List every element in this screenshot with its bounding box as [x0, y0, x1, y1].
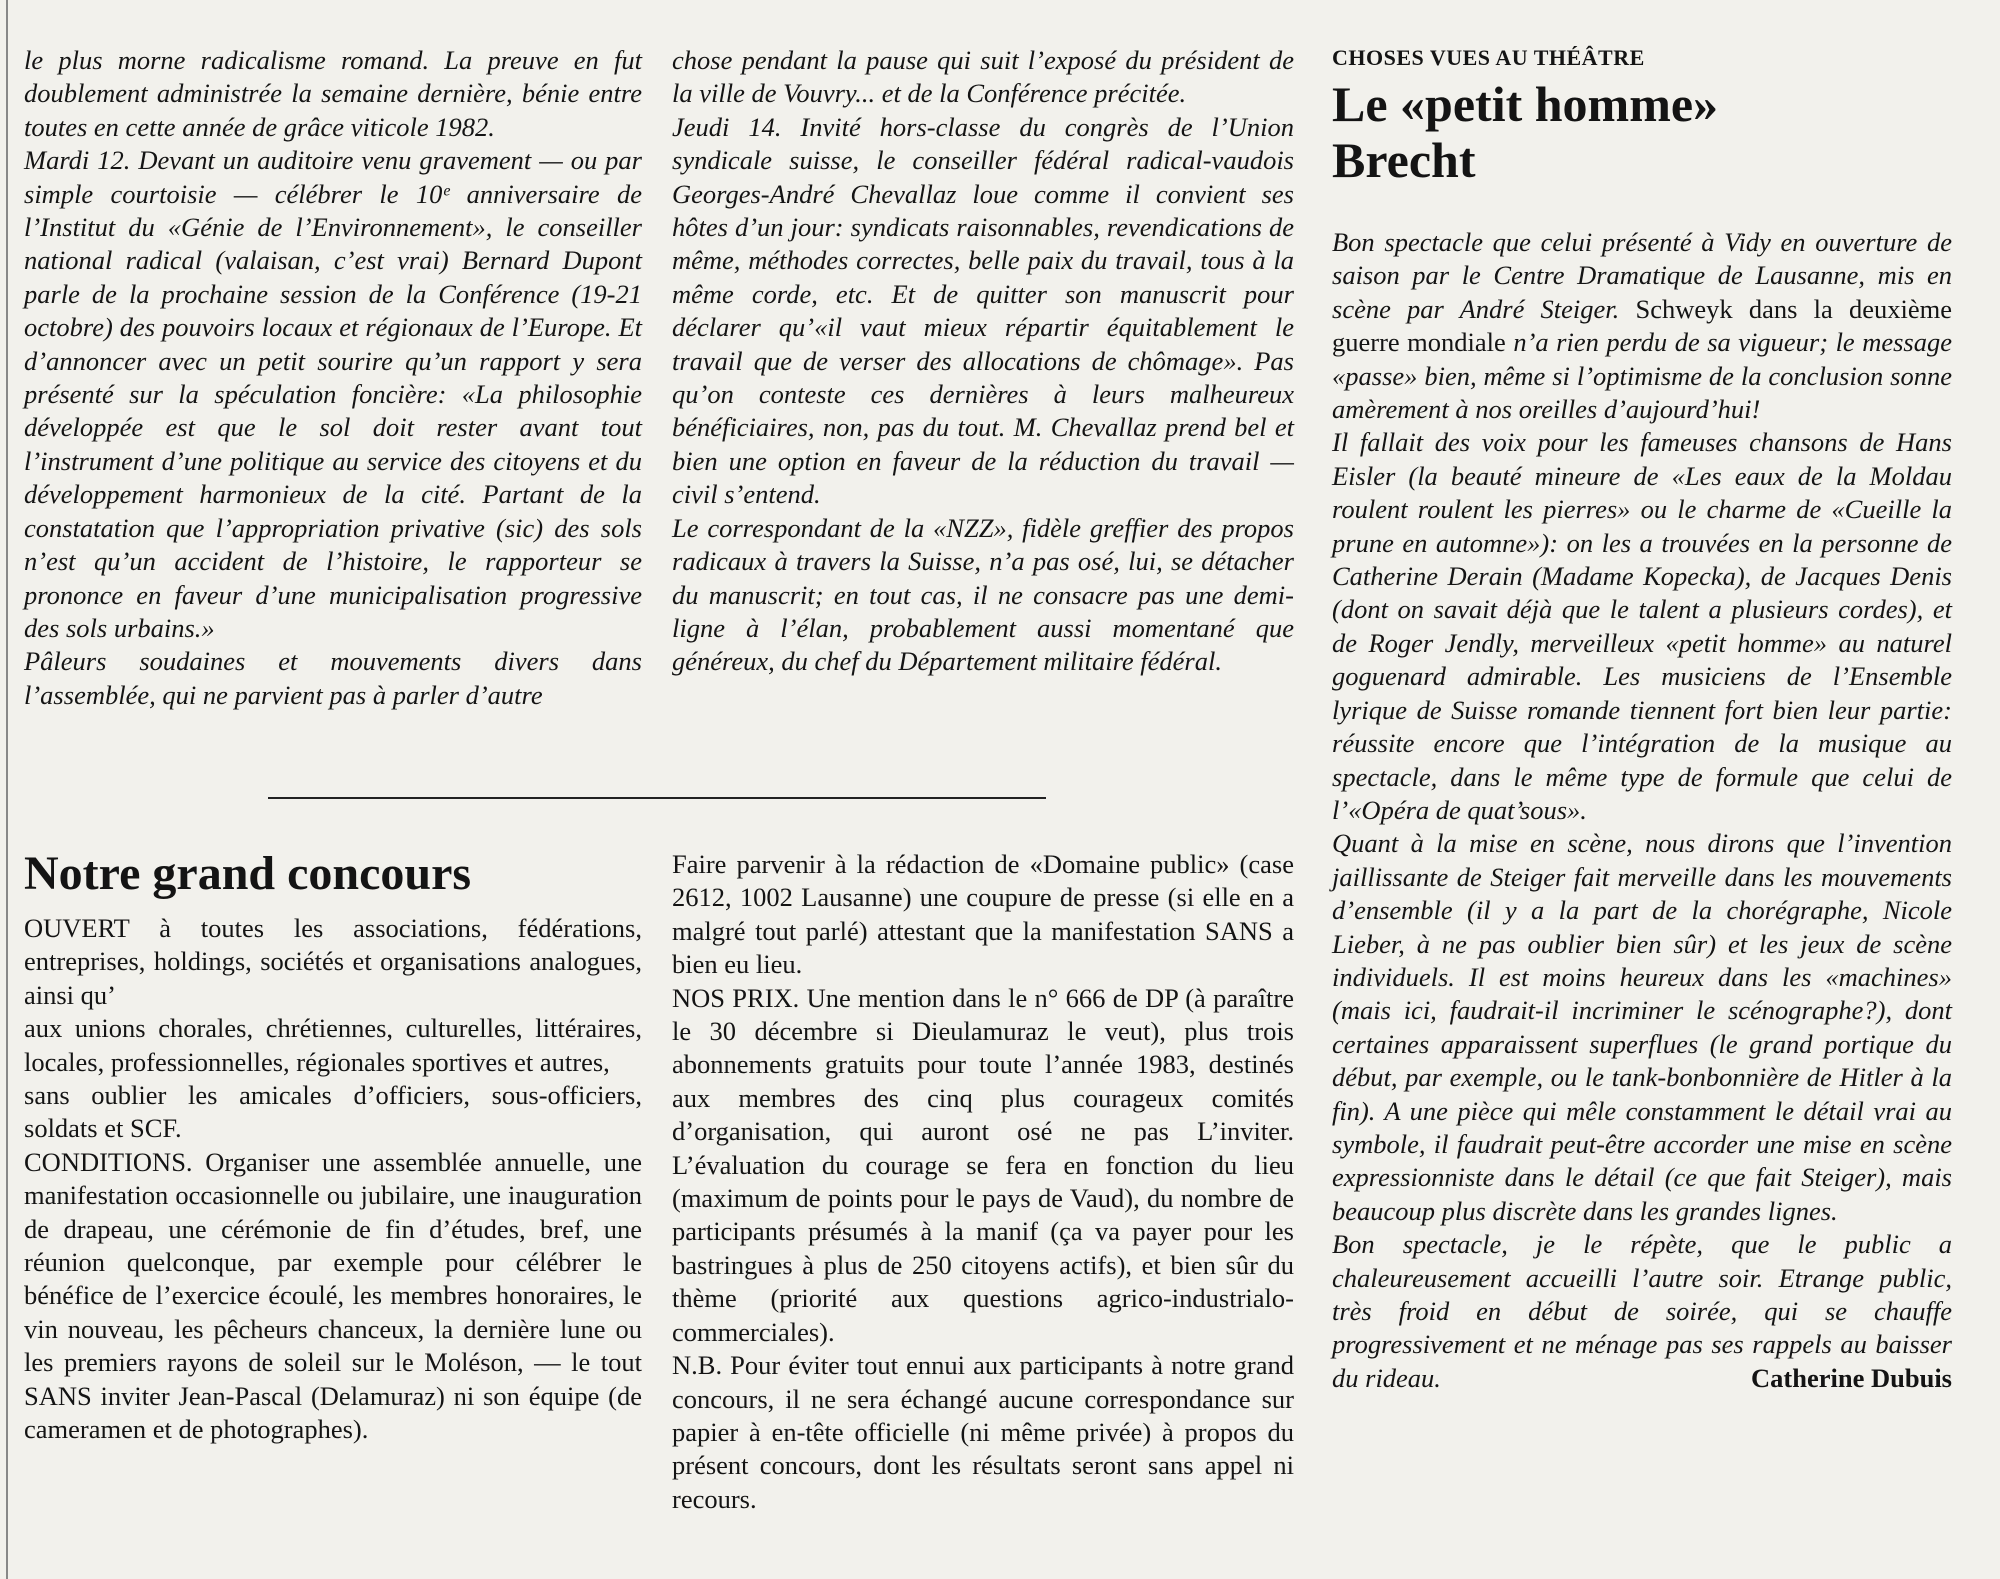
paragraph: CONDITIONS. Organiser une assemblée annuelle, une manifestation occasionnelle ou jubilaire, une inauguration de drapeau, une cérémonie de fin d’études, bref, une réunion quelconque, par exemple pour célébrer le bénéfice de l’exercice écoulé, les membres honoraires, le vin nouveau, les pêcheurs chanceux, la dernière lune ou les premiers rayons de soleil sur le Moléson, — le tout SANS inviter Jean-Pascal (Delamuraz) ni son équipe (de cameramen et de photographes). — [24, 1146, 642, 1445]
paragraph: N.B. Pour éviter tout ennui aux participants à notre grand concours, il ne sera échangé aucune correspondance sur papier à en-tête officielle (ni même privée) à propos du présent concours, dont les résultats seront sans appel ni recours. — [672, 1350, 1294, 1514]
article-kicker: CHOSES VUES AU THÉÂTRE — [1332, 45, 1645, 70]
text-span-roman: Schweyk dans la deuxième guerre mondiale — [1332, 293, 1952, 358]
text-span: Bon spectacle, je le répète, que le public a chaleureusement accueilli l’autre soir. Etrange public, très froid en début de soirée, qui se chauffe progressivement et ne ménage pas ses rappels au baisser du rideau. — [1332, 1229, 1952, 1393]
paragraph: Mardi 12. Devant un auditoire venu gravement — ou par simple courtoisie — célébrer le 10ᵉ anniversaire de l’Institut du «Génie de l’Environnement», le conseiller national radical (valaisan, c’est vrai) Bernard Dupont parle de la prochaine session de la Conférence (19-21 octobre) des pouvoirs locaux et régionaux de l’Europe. Et d’annoncer avec un petit sourire qu’un rapport y sera présenté sur la spéculation foncière: «La philosophie développée est que le sol doit rester avant tout l’instrument d’une politique au service des citoyens et du développement harmonieux de la cité. Partant de la constatation que l’appropriation privative (sic) des sols n’est qu’un accident de l’histoire, le rapporteur se prononce en faveur d’une municipalisation progressive des sols urbains.» — [24, 145, 642, 643]
paragraph: aux unions chorales, chrétiennes, culturelles, littéraires, locales, professionnelles, régionales sportives et autres, — [24, 1013, 642, 1077]
paragraph: chose pendant la pause qui suit l’exposé du président de la ville de Vouvry... et de la Conférence précitée. — [672, 45, 1294, 109]
column-middle-top — [672, 44, 1294, 679]
paragraph: le plus morne radicalisme romand. La preuve en fut doublement administrée la semaine dernière, bénie entre toutes en cette année de grâce viticole 1982. — [24, 45, 642, 142]
paragraph: OUVERT à toutes les associations, fédérations, entreprises, holdings, sociétés et organisations analogues, ainsi qu’ — [24, 913, 642, 1010]
paragraph: Pâleurs soudaines et mouvements divers dans l’assemblée, qui ne parvient pas à parler d’autre — [24, 646, 642, 710]
article-headline — [1332, 76, 1952, 188]
theatre-article — [1332, 44, 1952, 1395]
section-divider — [268, 797, 1046, 799]
page-edge-rule — [6, 0, 8, 1579]
paragraph — [1332, 1228, 1952, 1395]
concours-left-column — [24, 848, 642, 1447]
headline-line-1: Le «petit homme» — [1332, 76, 1719, 132]
paragraph: NOS PRIX. Une mention dans le n° 666 de DP (à paraître le 30 décembre si Dieulamuraz le veut), plus trois abonnements gratuits pour toute l’année 1983, destinés aux membres des cinq plus courageux comités d’organisation, qui auront osé ne pas L’inviter. L’évaluation du courage se fera en fonction du lieu (maximum de points pour le pays de Vaud), du nombre de participants présumés à la manif (ça va payer pour les bastringues à plus de 250 citoyens actifs), et bien sûr du thème (priorité aux questions agrico-industrialo-commerciales). — [672, 982, 1294, 1347]
paragraph: Il fallait des voix pour les fameuses chansons de Hans Eisler (la beauté mineure de «Les eaux de la Moldau roulent roulent les pierres» ou le charme de «Cueille la prune en automne»): on les a trouvées en la personne de Catherine Derain (Madame Kopecka), de Jacques Denis (dont on savait déjà que le talent a plusieurs cordes), et de Roger Jendly, merveilleux «petit homme» au naturel goguenard admirable. Les musiciens de l’Ensemble lyrique de Suisse romande tiennent fort bien leur partie: réussite encore que l’intégration de la musique au spectacle, dans le même type de formule que celui de l’«Opéra de quat’sous». — [1332, 427, 1952, 825]
text-span: Bon spectacle que celui présenté à Vidy en ouverture de saison par le Centre Dramatique de Lausanne, mis en scène par André Steiger. — [1332, 227, 1952, 324]
paragraph: Jeudi 14. Invité hors-classe du congrès de l’Union syndicale suisse, le conseiller fédéral radical-vaudois Georges-André Chevallaz loue comme il convient ses hôtes d’un jour: syndicats raisonnables, revendications de même, méthodes correctes, belle paix du travail, tous à la même corde, etc. Et de quitter son manuscrit pour déclarer qu’«il vaut mieux répartir équitablement le travail que de verser des allocations de chômage». Pas qu’on conteste ces dernières à leurs malheureux bénéficiaires, non, pas du tout. M. Chevallaz prend bel et bien une option en faveur de la réduction du travail — civil s’entend. — [672, 111, 1294, 510]
paragraph: Le correspondant de la «NZZ», fidèle greffier des propos radicaux à travers la Suisse, n’a pas osé, lui, se détacher du manuscrit; en tout cas, il ne consacre pas une demi-ligne à l’élan, probablement aussi momentané que généreux, du chef du Département militaire fédéral. — [672, 512, 1294, 677]
concours-right-column — [672, 848, 1294, 1516]
concours-title: Notre grand concours — [24, 847, 472, 900]
author-signature: Catherine Dubuis — [1751, 1362, 1952, 1393]
paragraph: Faire parvenir à la rédaction de «Domaine public» (case 2612, 1002 Lausanne) une coupure de presse (si elle en a malgré tout parlé) attestant que la manifestation SANS a bien eu lieu. — [672, 849, 1294, 980]
paragraph — [1332, 226, 1952, 426]
paragraph: Quant à la mise en scène, nous dirons que l’invention jaillissante de Steiger fait merveille dans les mouvements d’ensemble (il y a la part de la chorégraphe, Nicole Lieber, à ne pas oublier bien sûr) et les jeux de scène individuels. Il est moins heureux dans les «machines» (mais ici, faudrait-il incriminer le scénographe?), dont certaines apparaissent superflues (le grand portique du début, par exemple, ou le tank-bonbonnière de Hitler à la fin). A une pièce qui mêle constamment le détail vrai au symbole, il faudrait peut-être accorder une mise en scène expressionniste dans le détail (ce que fait Steiger), mais beaucoup plus discrète dans les grandes lignes. — [1332, 828, 1952, 1226]
headline-line-2: Brecht — [1332, 132, 1476, 188]
text-span: n’a rien perdu de sa vigueur; le message «passe» bien, même si l’optimisme de la conclusion sonne amèrement à nos oreilles d’aujourd’hui! — [1332, 327, 1952, 425]
paragraph: sans oublier les amicales d’officiers, sous-officiers, soldats et SCF. — [24, 1080, 642, 1144]
column-left-top — [24, 44, 642, 712]
